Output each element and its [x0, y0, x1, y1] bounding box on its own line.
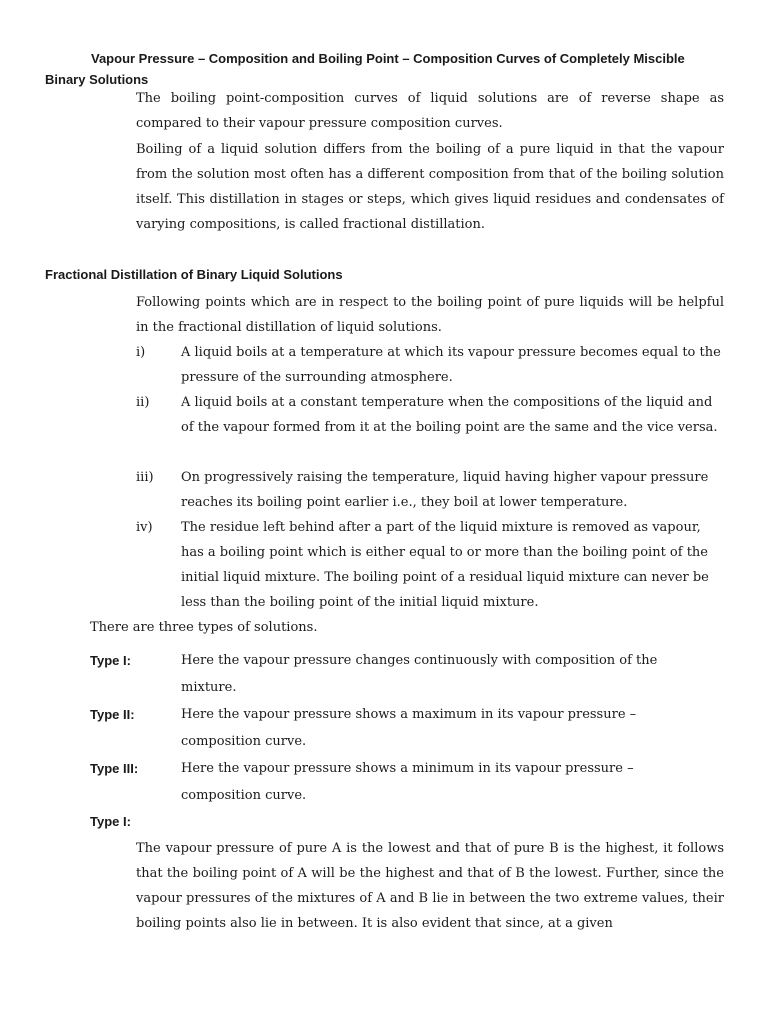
section-intro-paragraph: Following points which are in respect to the boiling point of pure liquids will be helpful in the fractional distillation of liquid solutions.	[136, 295, 724, 335]
point-text: A liquid boils at a temperature at which its vapour pressure becomes equal to the pressure of the surrounding atmosphere.	[181, 345, 721, 385]
page-title: Vapour Pressure – Composition and Boiling Point – Composition Curves of Completely Miscible Binary Solutions	[45, 51, 685, 87]
section-heading: Fractional Distillation of Binary Liquid Solutions	[45, 267, 343, 282]
point-text: The residue left behind after a part of the liquid mixture is removed as vapour, has a boiling point which is either equal to or more than the boiling point of the initial liquid mixture. The boiling point of a residual liquid mixture can never be less than the boiling point of the initial liquid mixture.	[181, 520, 709, 610]
point-text: On progressively raising the temperature, liquid having higher vapour pressure reaches its boiling point earlier i.e., they boil at lower temperature.	[181, 470, 709, 510]
type1-heading: Type I:	[90, 814, 131, 829]
type1-paragraph: The vapour pressure of pure A is the lowest and that of pure B is the highest, it follows that the boiling point of A will be the highest and that of B the lowest. Further, since the vapour pressures of the mixtures of A and B lie in between the two extreme values, their boiling points also lie in between. It is also evident that since, at a given	[136, 841, 724, 931]
type-label: Type II:	[90, 707, 135, 722]
type-description: Here the vapour pressure shows a maximum in its vapour pressure – composition curve.	[181, 707, 637, 749]
type-description: Here the vapour pressure changes continuously with composition of the mixture.	[181, 653, 658, 695]
intro-paragraph-2: Boiling of a liquid solution differs from the boiling of a pure liquid in that the vapour from the solution most often has a different composition from that of the boiling solution itself. This distillation in stages or steps, which gives liquid residues and condensates of varying compositions, is called fractional distillation.	[136, 142, 724, 232]
point-number: i)	[136, 345, 146, 360]
point-number: iv)	[136, 520, 153, 535]
types-intro: There are three types of solutions.	[90, 620, 318, 635]
point-number: iii)	[136, 470, 154, 485]
type-label: Type III:	[90, 761, 139, 776]
type-description: Here the vapour pressure shows a minimum in its vapour pressure – composition curve.	[181, 761, 634, 803]
intro-paragraph-1: The boiling point-composition curves of liquid solutions are of reverse shape as compared to their vapour pressure composition curves.	[136, 91, 724, 131]
point-text: A liquid boils at a constant temperature when the compositions of the liquid and of the vapour formed from it at the boiling point are the same and the vice versa.	[181, 395, 718, 435]
point-number: ii)	[136, 395, 150, 410]
type-label: Type I:	[90, 653, 131, 668]
